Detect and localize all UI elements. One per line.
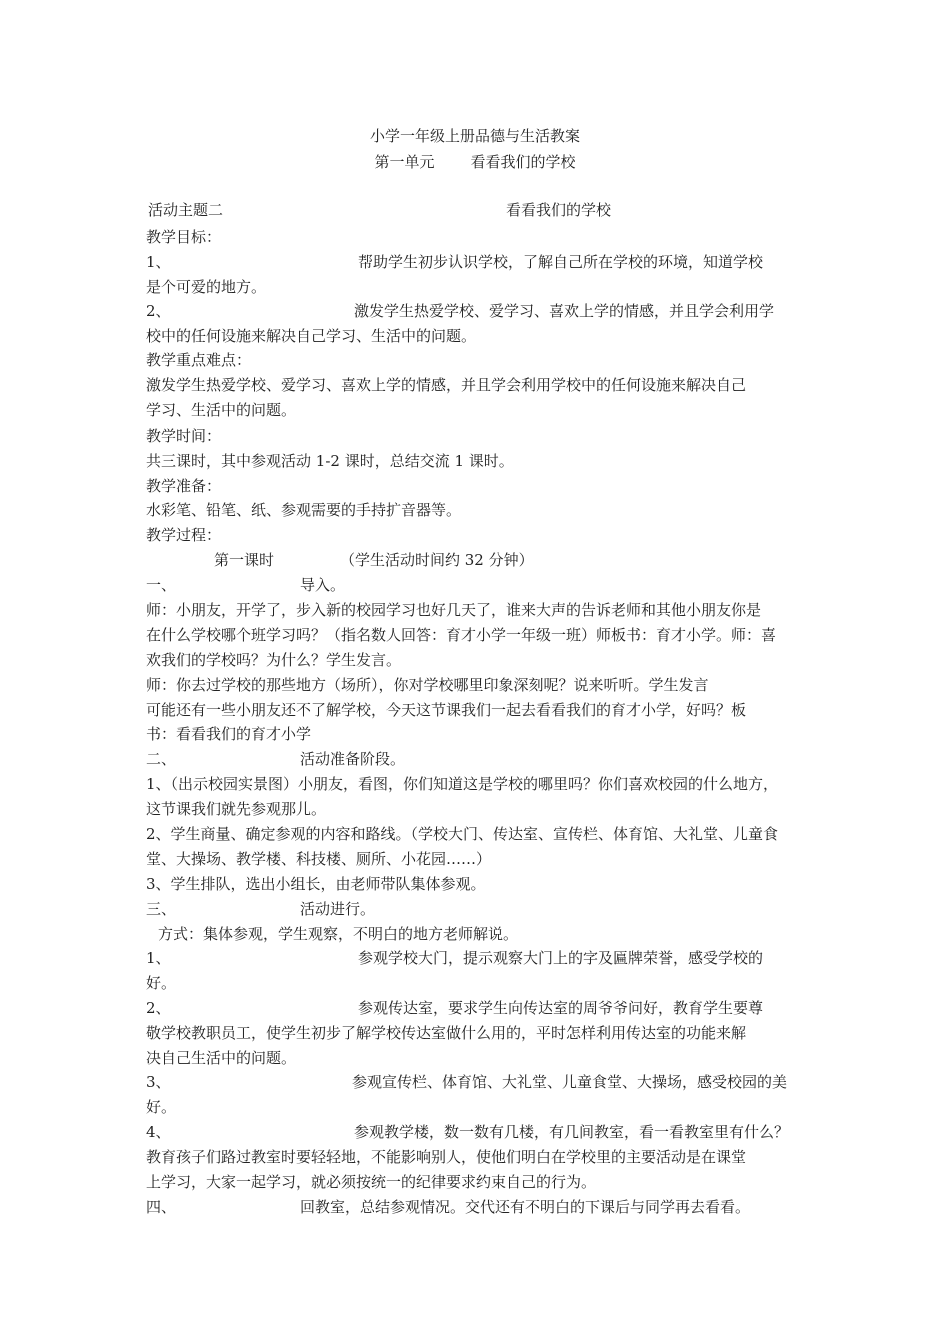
visit-item-2-cont: 敬学校教职员工，使学生初步了解学校传达室做什么用的，平时怎样利用传达室的功能来解 [146, 1024, 747, 1042]
section-2-line: 1、（出示校园实景图）小朋友，看图，你们知道这是学校的哪里吗？你们喜欢校园的什么地方， [146, 775, 779, 793]
section-2-line: 3、学生排队，选出小组长，由老师带队集体参观。 [146, 875, 486, 893]
unit-label: 第一单元 [374, 153, 435, 171]
visit-item-4-num: 4、 [146, 1123, 171, 1141]
section-1-line: 欢我们的学校吗？为什么？学生发言。 [146, 651, 402, 669]
section-3-method: 方式：集体参观，学生观察，不明白的地方老师解说。 [158, 925, 519, 943]
visit-item-2-cont: 决自己生活中的问题。 [146, 1049, 297, 1067]
lesson-label: 第一课时 [214, 551, 275, 569]
section-2-line: 这节课我们就先参观那儿。 [146, 800, 327, 818]
visit-item-2-num: 2、 [146, 999, 171, 1017]
time-text: 共三课时，其中参观活动 1-2 课时，总结交流 1 课时。 [146, 452, 514, 470]
visit-item-1-cont: 好。 [146, 974, 177, 992]
section-4-text: 回教室，总结参观情况。交代还有不明白的下课后与同学再去看看。 [300, 1198, 751, 1216]
lesson-note: （学生活动时间约 32 分钟） [340, 551, 534, 569]
goal-2-cont: 校中的任何设施来解决自己学习、生活中的问题。 [146, 327, 477, 345]
section-3-num: 三、 [146, 900, 177, 918]
section-3-heading [146, 897, 826, 922]
goal-1-cont: 是个可爱的地方。 [146, 278, 267, 296]
time-heading: 教学时间： [146, 427, 222, 445]
goal-2-text: 激发学生热爱学校、爱学习、喜欢上学的情感，并且学会利用学 [354, 302, 775, 320]
visit-item-3 [146, 1070, 826, 1095]
goal-1-num: 1、 [146, 253, 171, 271]
section-1-num: 一、 [146, 576, 177, 594]
visit-item-3-cont: 好。 [146, 1098, 177, 1116]
section-1-line: 在什么学校哪个班学习吗？（指名数人回答：育才小学一年级一班）师板书：育才小学。师：喜 [146, 626, 777, 644]
visit-item-2 [146, 996, 826, 1021]
unit-name: 看看我们的学校 [470, 153, 576, 171]
visit-item-3-num: 3、 [146, 1073, 171, 1091]
visit-item-4 [146, 1120, 826, 1145]
focus-heading: 教学重点难点： [146, 351, 252, 369]
section-1-line: 书：看看我们的育才小学 [146, 725, 312, 743]
focus-line-2: 学习、生活中的问题。 [146, 401, 297, 419]
visit-item-2-text: 参观传达室，要求学生向传达室的周爷爷问好，教育学生要尊 [358, 999, 764, 1017]
prep-heading: 教学准备： [146, 477, 222, 495]
section-2-heading [146, 747, 826, 772]
section-1-line: 可能还有一些小朋友还不了解学校，今天这节课我们一起去看看我们的育才小学，好吗？板 [146, 701, 747, 719]
process-heading: 教学过程： [146, 526, 222, 544]
section-1-line: 师：你去过学校的那些地方（场所），你对学校哪里印象深刻呢？说来听听。学生发言 [146, 676, 709, 694]
goal-2-num: 2、 [146, 302, 171, 320]
section-1-title: 导入。 [300, 576, 346, 594]
section-2-num: 二、 [146, 750, 177, 768]
section-4-num: 四、 [146, 1198, 177, 1216]
visit-item-1-text: 参观学校大门，提示观察大门上的字及匾牌荣誉，感受学校的 [358, 949, 764, 967]
section-3-title: 活动进行。 [300, 900, 376, 918]
prep-text: 水彩笔、铅笔、纸、参观需要的手持扩音器等。 [146, 501, 462, 519]
theme-name: 看看我们的学校 [506, 201, 612, 219]
section-2-title: 活动准备阶段。 [300, 750, 406, 768]
goal-1-text: 帮助学生初步认识学校，了解自己所在学校的环境，知道学校 [358, 253, 764, 271]
goals-heading: 教学目标： [146, 228, 222, 246]
section-2-line: 堂、大操场、教学楼、科技楼、厕所、小花园……） [146, 850, 492, 868]
section-2-line: 2、学生商量、确定参观的内容和路线。（学校大门、传达室、宣传栏、体育馆、大礼堂、儿童食 [146, 825, 779, 843]
visit-item-4-cont: 教育孩子们路过教室时要轻轻地，不能影响别人，使他们明白在学校里的主要活动是在课堂 [146, 1148, 747, 1166]
unit-heading [0, 150, 950, 175]
goal-2 [146, 299, 826, 324]
theme-label: 活动主题二 [148, 201, 224, 219]
visit-item-4-text: 参观教学楼，数一数有几楼，有几间教室，看一看教室里有什么？ [354, 1123, 790, 1141]
goal-1 [146, 250, 826, 275]
focus-line-1: 激发学生热爱学校、爱学习、喜欢上学的情感，并且学会利用学校中的任何设施来解决自己 [146, 376, 747, 394]
doc-title: 小学一年级上册品德与生活教案 [369, 127, 580, 145]
visit-item-4-cont: 上学习，大家一起学习，就必须按统一的纪律要求约束自己的行为。 [146, 1173, 597, 1191]
visit-item-3-text: 参观宣传栏、体育馆、大礼堂、儿童食堂、大操场，感受校园的美 [352, 1073, 788, 1091]
section-1-line: 师：小朋友，开学了，步入新的校园学习也好几天了，谁来大声的告诉老师和其他小朋友你是 [146, 601, 762, 619]
section-1-heading [146, 573, 826, 598]
section-4 [146, 1195, 826, 1220]
visit-item-1 [146, 946, 826, 971]
visit-item-1-num: 1、 [146, 949, 171, 967]
